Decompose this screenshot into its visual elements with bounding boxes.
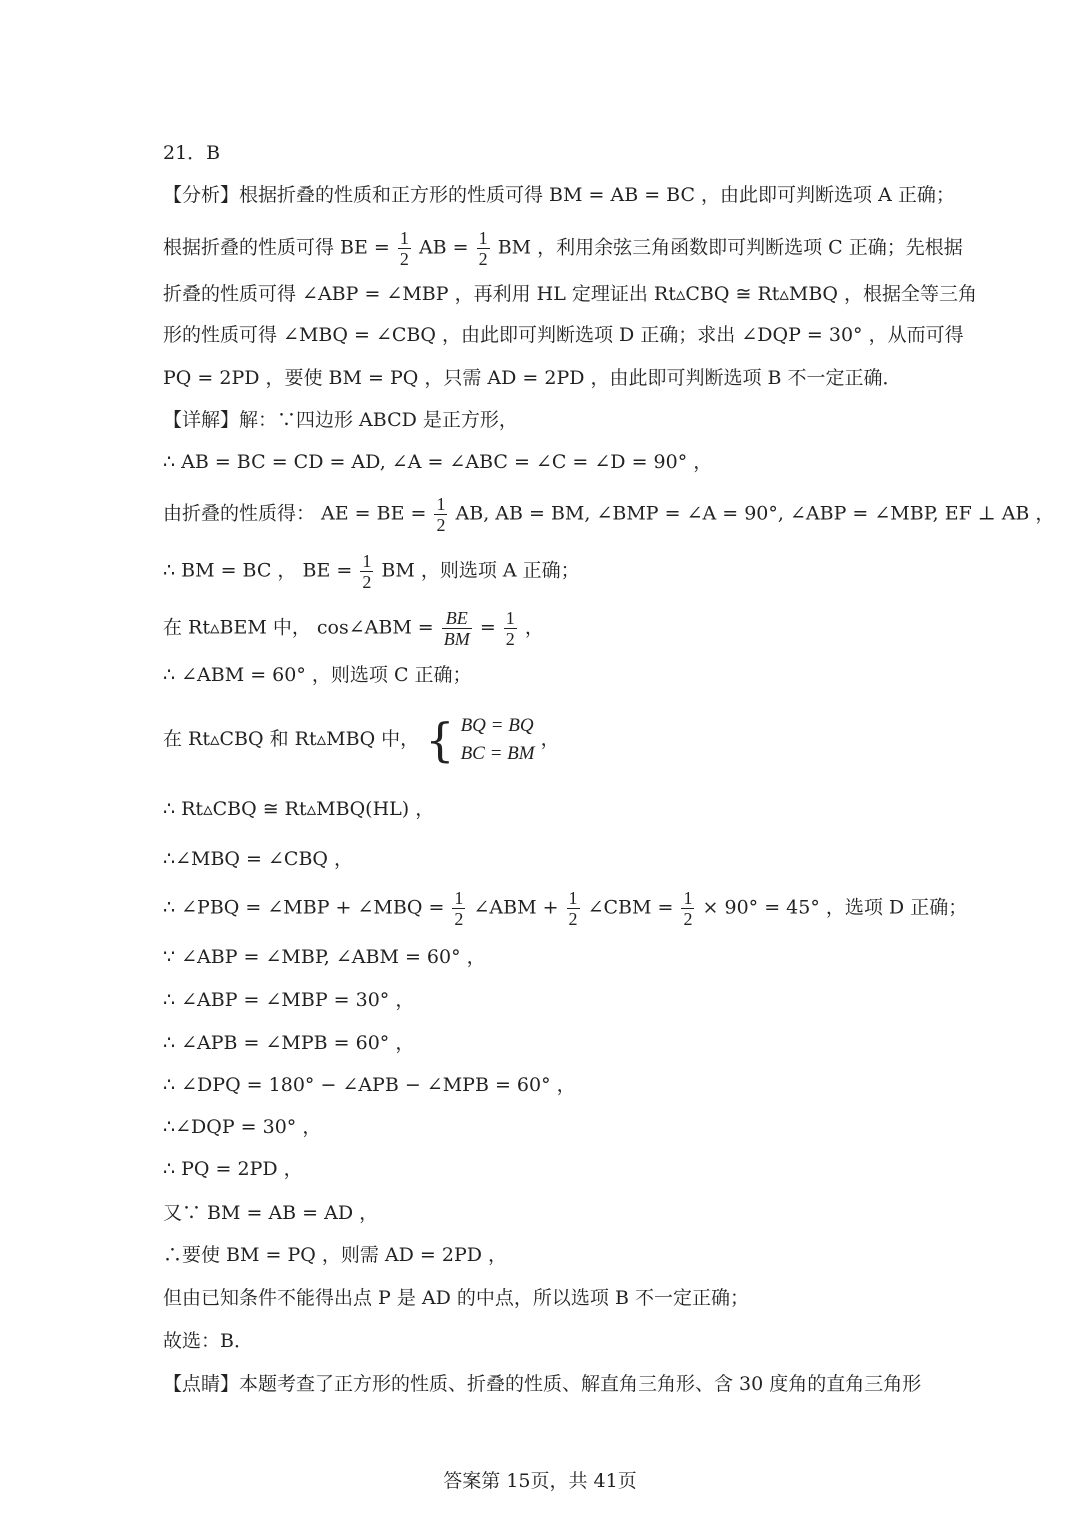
fraction-half: $\frac{1}{2}$ (568, 888, 578, 929)
left-brace: { (425, 713, 455, 767)
detail-tag: 【详解】 (163, 409, 240, 431)
analysis-line-1: 【分析】根据折叠的性质和正方形的性质可得 BM = AB = BC ，由此即可判断选项 A 正确； (163, 184, 955, 206)
detail-line-9: ∴∠MBQ = ∠CBQ ， (163, 848, 354, 870)
detail-line-16: ∴ PQ = 2PD ， (163, 1158, 303, 1180)
detail-line-7: 在 Rt▵CBQ 和 Rt▵MBQ 中， { BQ = BQ BC = BM ， (163, 713, 560, 767)
detail-line-20: 故选：B． (163, 1330, 253, 1352)
fraction-half: $\frac{1}{2}$ (683, 888, 693, 929)
equation-system: BQ = BQ BC = BM (460, 715, 535, 764)
detail-line-4: ∴ BM = BC ， BE = $\frac{1}{2}$ BM ，则选项 A 正确； (163, 551, 580, 592)
detail-line-13: ∴ ∠APB = ∠MPB = 60° ， (163, 1032, 415, 1054)
comment-line: 【点睛】本题考查了正方形的性质、折叠的性质、解直角三角形、含 30 度角的直角三角形 (163, 1373, 922, 1395)
analysis-line-3: 折叠的性质可得 ∠ABP = ∠MBP ，再利用 HL 定理证出 Rt▵CBQ ≅ Rt▵MBQ ，根据全等三角 (163, 283, 977, 305)
analysis-tag: 【分析】 (163, 184, 240, 206)
detail-line-17: 又∵ BM = AB = AD ， (163, 1202, 379, 1224)
detail-line-14: ∴ ∠DPQ = 180° − ∠APB − ∠MPB = 60° ， (163, 1074, 576, 1096)
detail-line-12: ∴ ∠ABP = ∠MBP = 30° ， (163, 989, 415, 1011)
detail-line-18: ∴要使 BM = PQ ，则需 AD = 2PD ， (163, 1244, 507, 1266)
fraction-be-bm: $\frac{BE}{BM}$ (443, 608, 470, 649)
analysis-line-5: PQ = 2PD ，要使 BM = PQ ，只需 AD = 2PD ，由此即可判断选项 B 不一定正确． (163, 367, 902, 389)
detail-line-1: 【详解】解：∵四边形 ABCD 是正方形， (163, 409, 518, 431)
fraction-half: $\frac{1}{2}$ (505, 608, 515, 649)
detail-line-5: 在 Rt▵BEM 中， cos∠ABM = $\frac{BE}{BM}$ = $\frac{1}{2}$ ， (163, 608, 544, 649)
page-footer: 答案第 15页，共 41页 (443, 1470, 637, 1492)
fraction-half: $\frac{1}{2}$ (436, 494, 446, 535)
detail-line-2: ∴ AB = BC = CD = AD, ∠A = ∠ABC = ∠C = ∠D = 90° ， (163, 451, 713, 473)
fraction-half: $\frac{1}{2}$ (454, 888, 464, 929)
detail-line-10: ∴ ∠PBQ = ∠MBP + ∠MBQ = $\frac{1}{2}$ ∠ABM + $\frac{1}{2}$ ∠CBM = $\frac{1}{2}$ × 90° = 45° ，选项 D 正确； (163, 888, 968, 929)
fraction-half: $\frac{1}{2}$ (478, 228, 488, 269)
detail-line-3: 由折叠的性质得： AE = BE = $\frac{1}{2}$ AB, AB = BM, ∠BMP = ∠A = 90°, ∠ABP = ∠MBP, EF ⊥ AB ， (163, 494, 1055, 535)
fraction-half: $\frac{1}{2}$ (362, 551, 372, 592)
fraction-half: $\frac{1}{2}$ (399, 228, 409, 269)
detail-line-11: ∵ ∠ABP = ∠MBP, ∠ABM = 60° ， (163, 946, 486, 968)
analysis-line-4: 形的性质可得 ∠MBQ = ∠CBQ ，由此即可判断选项 D 正确；求出 ∠DQP = 30° ，从而可得 (163, 324, 964, 346)
detail-line-19: 但由已知条件不能得出点 P 是 AD 的中点，所以选项 B 不一定正确； (163, 1287, 749, 1309)
answer-number: 21．B (163, 142, 221, 164)
detail-line-6: ∴ ∠ABM = 60° ，则选项 C 正确； (163, 664, 472, 686)
detail-line-15: ∴∠DQP = 30° ， (163, 1116, 322, 1138)
analysis-line-2: 根据折叠的性质可得 BE = $\frac{1}{2}$ AB = $\frac{1}{2}$ BM ，利用余弦三角函数即可判断选项 C 正确；先根据 (163, 228, 963, 269)
comment-tag: 【点睛】 (163, 1373, 240, 1395)
detail-line-8: ∴ Rt▵CBQ ≅ Rt▵MBQ(HL) ， (163, 798, 435, 820)
